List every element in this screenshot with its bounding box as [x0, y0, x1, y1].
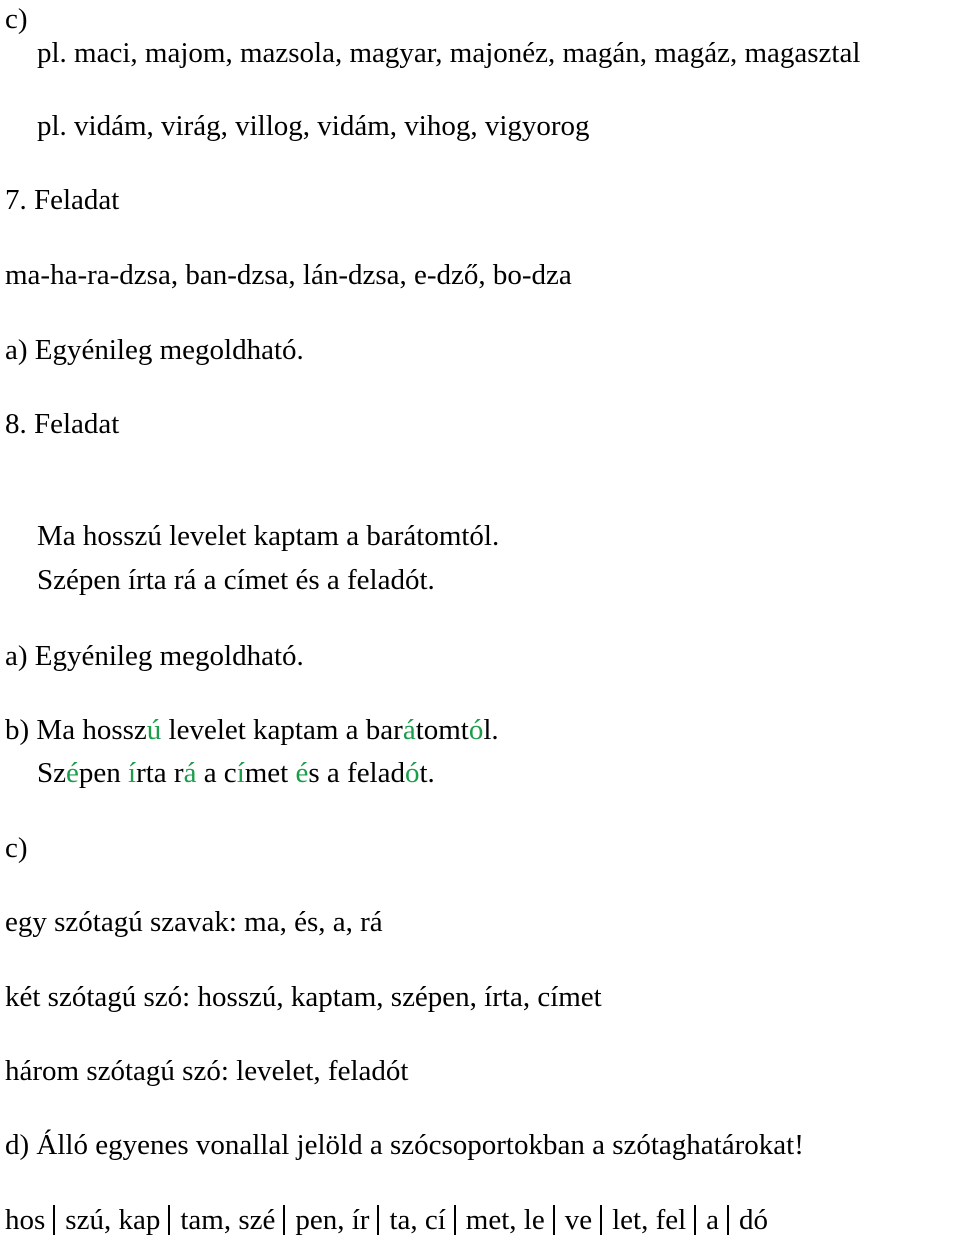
text-segment: met [244, 757, 296, 789]
syllable: pen, ír [295, 1204, 370, 1236]
boundary-bar [454, 1205, 456, 1235]
three-syllable-words: három szótagú szó: levelet, feladót [5, 1055, 409, 1087]
boundary-bar [53, 1205, 55, 1235]
task-d-instruction: d) Álló egyenes vonallal jelöld a szócsoportokban a szótaghatárokat! [5, 1129, 804, 1161]
boundary-bar [694, 1205, 696, 1235]
task-8-heading: 8. Feladat [5, 408, 120, 440]
syllable: hos [5, 1204, 46, 1236]
passage-line-2: Szépen írta rá a címet és a feladót. [37, 564, 435, 596]
text-segment: l. [483, 714, 499, 746]
boundary-bar [377, 1205, 379, 1235]
syllable: dó [739, 1204, 769, 1236]
answer-b-line-1 [5, 713, 499, 747]
long-vowel-highlight: é [295, 757, 309, 789]
text-segment: Sz [37, 757, 66, 789]
text-segment: a c [196, 757, 237, 789]
answer-b-line-2 [37, 756, 435, 790]
boundary-bar [553, 1205, 555, 1235]
syllable: szú, kap [65, 1204, 161, 1236]
syllable: a [706, 1204, 720, 1236]
syllable: tam, szé [180, 1204, 276, 1236]
answer-a-1: a) Egyénileg megoldható. [5, 334, 304, 366]
text-segment: b) Ma hossz [5, 714, 147, 746]
task-7-heading: 7. Feladat [5, 184, 120, 216]
boundary-bar [168, 1205, 170, 1235]
long-vowel-highlight: ó [468, 714, 484, 746]
example-vi-words: pl. vidám, virág, villog, vidám, vihog, vigyorog [37, 110, 590, 142]
long-vowel-highlight: í [128, 757, 137, 789]
c-label-top: c) [5, 3, 28, 35]
text-segment: s a felad [308, 757, 405, 789]
text-segment: pen [78, 757, 128, 789]
two-syllable-words: két szótagú szó: hosszú, kaptam, szépen, írta, címet [5, 981, 602, 1013]
answer-a-2: a) Egyénileg megoldható. [5, 640, 304, 672]
c-label-bottom: c) [5, 832, 28, 864]
long-vowel-highlight: á [402, 714, 416, 746]
text-segment: t. [419, 757, 435, 789]
text-segment: levelet kaptam a bar [161, 714, 403, 746]
one-syllable-words: egy szótagú szavak: ma, és, a, rá [5, 906, 383, 938]
long-vowel-highlight: é [66, 757, 79, 789]
boundary-bar [283, 1205, 285, 1235]
syllable: let, fel [612, 1204, 687, 1236]
boundary-bar [727, 1205, 729, 1235]
example-ma-words: pl. maci, majom, mazsola, magyar, majonéz, magán, magáz, magasztal [37, 37, 861, 69]
syllable-split-words: ma-ha-ra-dzsa, ban-dzsa, lán-dzsa, e-dző, bo-dza [5, 259, 572, 291]
long-vowel-highlight: á [183, 757, 197, 789]
long-vowel-highlight: ó [405, 757, 420, 789]
passage-line-1: Ma hosszú levelet kaptam a barátomtól. [37, 520, 500, 552]
syllable: ve [564, 1204, 593, 1236]
long-vowel-highlight: í [236, 757, 245, 789]
syllable-boundaries [5, 1203, 768, 1237]
boundary-bar [600, 1205, 602, 1235]
text-segment: rta r [136, 757, 184, 789]
long-vowel-highlight: ú [146, 714, 162, 746]
text-segment: tomt [415, 714, 469, 746]
syllable: met, le [465, 1204, 545, 1236]
syllable: ta, cí [389, 1204, 446, 1236]
